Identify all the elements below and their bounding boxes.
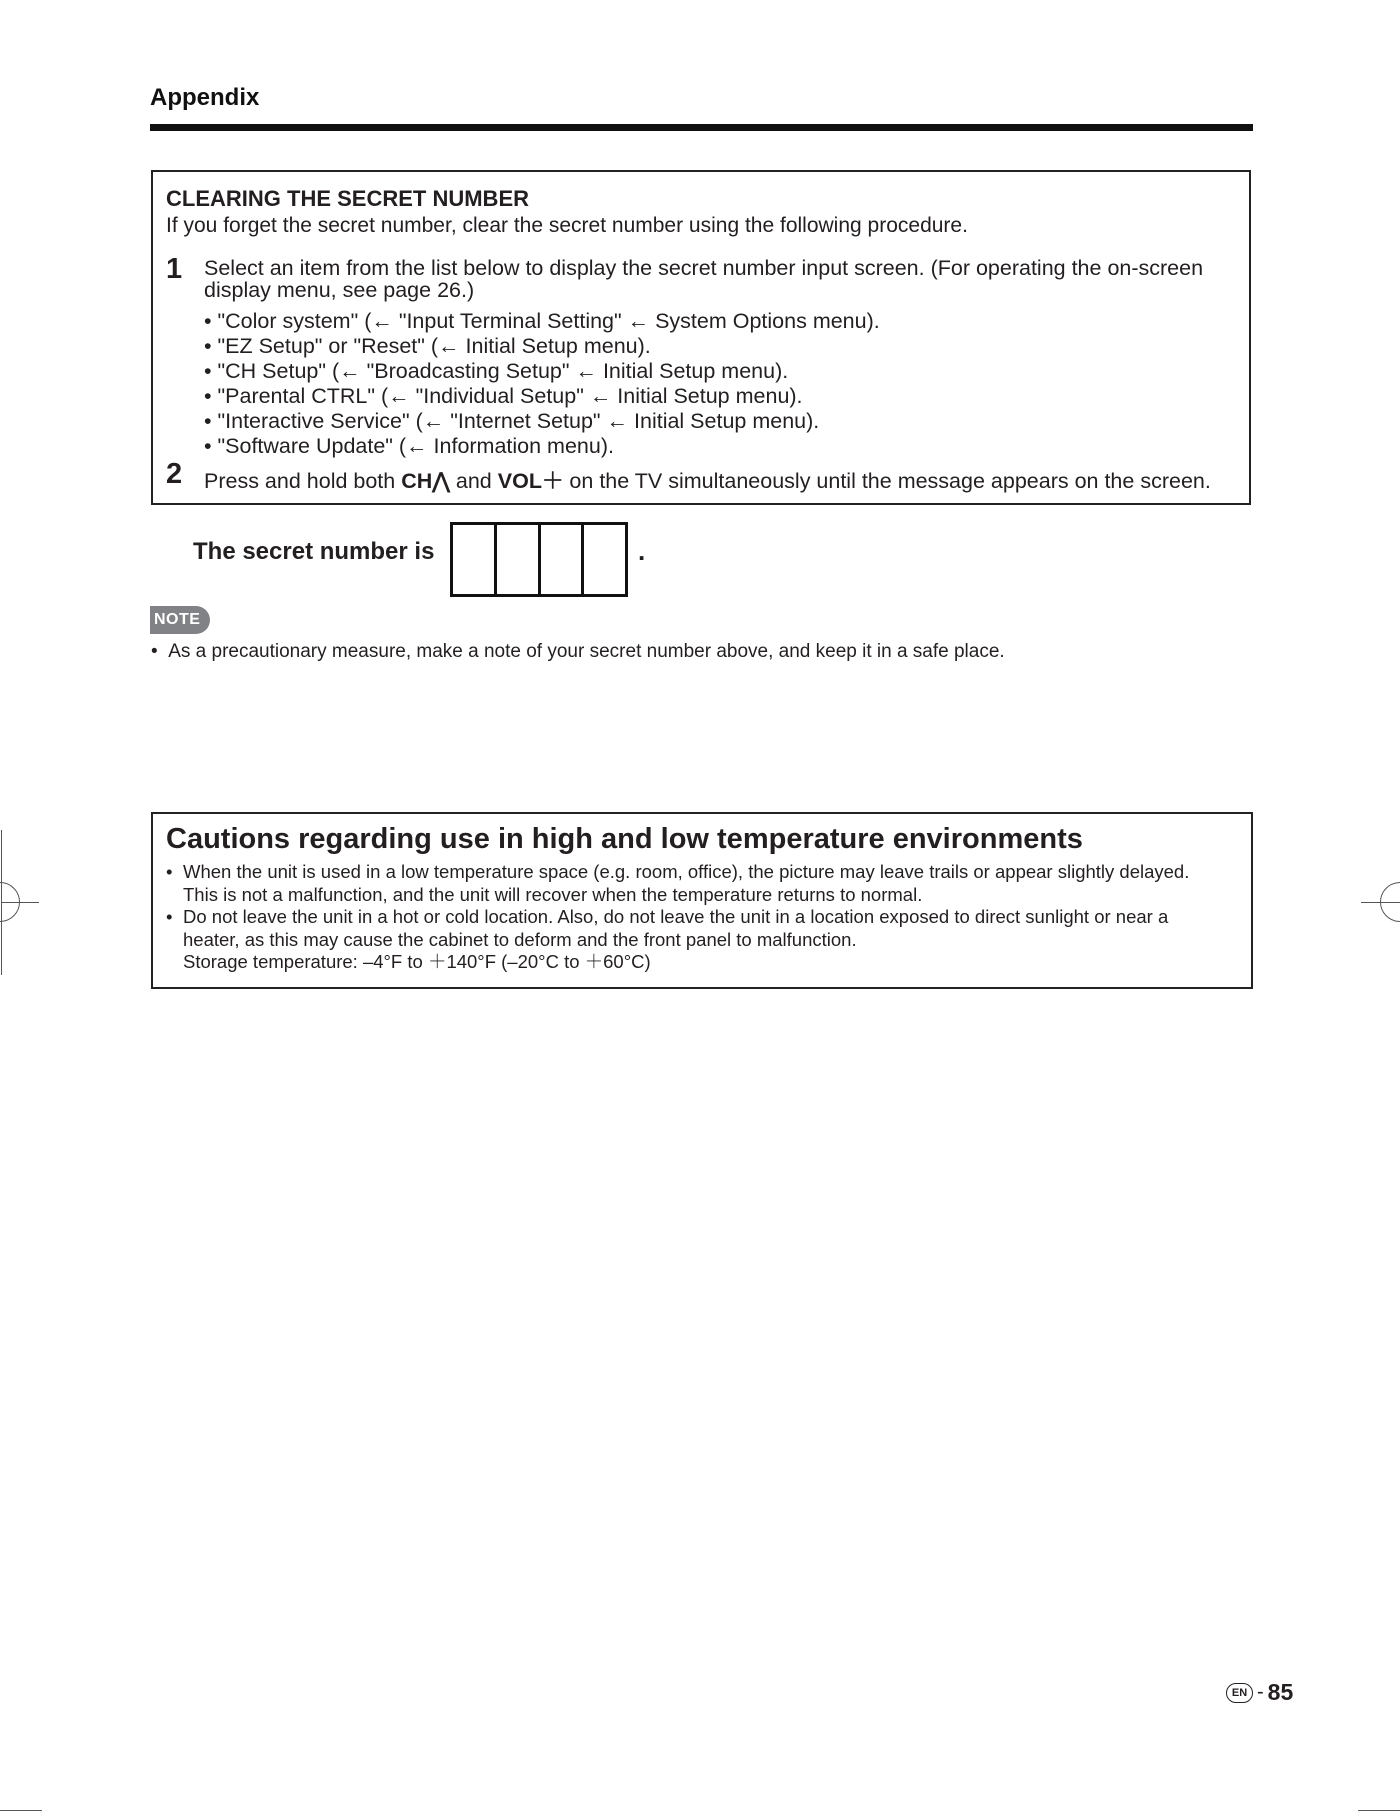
registration-mark-left bbox=[0, 882, 20, 922]
caution-2-line-1: • Do not leave the unit in a hot or cold location. Also, do not leave the unit in a location exposed to direct sunlight or near a bbox=[183, 906, 1169, 927]
step-2-prefix: Press and hold both bbox=[204, 469, 402, 493]
step-2-number: 2 bbox=[166, 458, 183, 490]
page-number bbox=[1226, 1679, 1293, 1706]
secret-number-label: The secret number is bbox=[193, 538, 435, 565]
list-item: • "EZ Setup" or "Reset" (← Initial Setup menu). bbox=[204, 334, 880, 359]
list-item: • "Parental CTRL" (← "Individual Setup" ← Initial Setup menu). bbox=[204, 384, 880, 409]
digit-box bbox=[584, 525, 625, 594]
step-1-line-1: Select an item from the list below to display the secret number input screen. (For operating the on-screen bbox=[204, 256, 1204, 280]
caution-1-line-2: This is not a malfunction, and the unit will recover when the temperature returns to normal. bbox=[183, 883, 923, 905]
language-badge: EN bbox=[1226, 1683, 1253, 1703]
step-2-suffix: on the TV simultaneously until the message appears on the screen. bbox=[563, 469, 1211, 493]
clearing-title: CLEARING THE SECRET NUMBER bbox=[166, 186, 530, 211]
list-item: • "Interactive Service" (← "Internet Setup" ← Initial Setup menu). bbox=[204, 409, 880, 434]
list-item: • "CH Setup" (← "Broadcasting Setup" ← Initial Setup menu). bbox=[204, 359, 880, 384]
section-title: Appendix bbox=[150, 84, 260, 111]
page-separator: - bbox=[1257, 1681, 1264, 1703]
cautions-list bbox=[166, 861, 1248, 974]
step-1-number: 1 bbox=[166, 253, 183, 285]
secret-number-period: . bbox=[638, 536, 646, 566]
clearing-intro: If you forget the secret number, clear the secret number using the following procedure. bbox=[166, 214, 968, 237]
digit-box bbox=[541, 525, 585, 594]
menu-item-list bbox=[204, 309, 880, 459]
digit-box bbox=[497, 525, 541, 594]
caution-2-line-2: heater, as this may cause the cabinet to deform and the front panel to malfunction. bbox=[183, 928, 857, 950]
step-2-text bbox=[204, 464, 1211, 495]
ch-up-key: CH⋀ bbox=[401, 469, 450, 493]
secret-number-boxes bbox=[450, 522, 628, 597]
list-item bbox=[166, 861, 1248, 906]
caution-2-line-3: Storage temperature: –4°F to ＋140°F (–20°C to ＋60°C) bbox=[183, 951, 651, 972]
caution-1-line-1: • When the unit is used in a low temperature space (e.g. room, office), the picture may leave trails or appear slightly delayed. bbox=[183, 861, 1190, 882]
list-item: • "Color system" (← "Input Terminal Setting" ← System Options menu). bbox=[204, 309, 880, 334]
crop-mark-bottom-left bbox=[0, 1810, 42, 1811]
digit-box bbox=[453, 525, 497, 594]
note-text: • As a precautionary measure, make a note of your secret number above, and keep it in a safe place. bbox=[151, 641, 1005, 663]
vol-up-key: VOL＋ bbox=[497, 469, 564, 493]
header-rule bbox=[150, 124, 1253, 131]
step-2-middle: and bbox=[449, 469, 498, 493]
registration-mark-right bbox=[1380, 882, 1400, 922]
list-item bbox=[166, 906, 1248, 974]
cautions-title: Cautions regarding use in high and low temperature environments bbox=[166, 823, 1083, 855]
note-badge: NOTE bbox=[150, 606, 210, 634]
page-number-value: 85 bbox=[1267, 1679, 1294, 1705]
step-1-line-2: display menu, see page 26.) bbox=[204, 278, 475, 302]
crop-mark-bottom-right bbox=[1358, 1810, 1400, 1811]
list-item: • "Software Update" (← Information menu). bbox=[204, 434, 880, 459]
